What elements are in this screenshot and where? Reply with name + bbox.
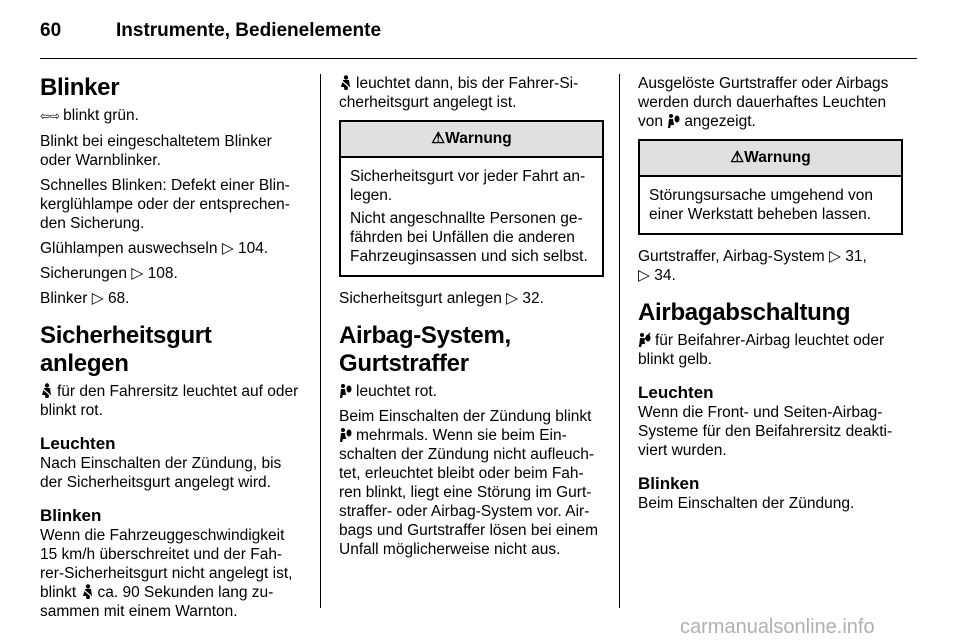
warning-title: Warnung bbox=[445, 130, 512, 147]
warning-header bbox=[341, 122, 602, 158]
paragraph: Wenn die Fahrzeuggeschwindigkeit 15 km/h überschreitet und der Fah-rer-Sicherheitsgurt nicht angelegt ist, blinkt ca. 90 Sekunden lang zu-sammen mit einem Warnton. bbox=[40, 527, 293, 620]
column-divider bbox=[619, 74, 620, 608]
warning-box bbox=[638, 139, 903, 235]
paragraph: Blinkt bei eingeschaltetem Blinker oder Warnblinker. bbox=[40, 133, 272, 169]
arrow-triangle-icon: ▷ bbox=[131, 265, 144, 282]
arrow-triangle-icon: ▷ bbox=[506, 290, 519, 307]
warning-box bbox=[339, 120, 604, 277]
paragraph: Beim Einschalten der Zündung. bbox=[638, 495, 855, 512]
column-3 bbox=[638, 74, 903, 519]
page-header bbox=[40, 20, 381, 44]
column-2 bbox=[339, 74, 604, 565]
subheading-leuchten: Leuchten bbox=[40, 434, 116, 453]
page-number: 60 bbox=[40, 20, 62, 41]
paragraph: Störungsursache umgehend von einer Werkstatt beheben lassen. bbox=[649, 187, 874, 223]
watermark-link[interactable]: carmanualsonline.info bbox=[680, 616, 875, 638]
arrow-triangle-icon: ▷ bbox=[91, 290, 104, 307]
seatbelt-reminder-icon bbox=[81, 584, 94, 599]
airbag-warning-icon bbox=[667, 113, 680, 128]
paragraph: für Beifahrer-Airbag leuchtet oder blinkt gelb. bbox=[638, 332, 885, 368]
subheading-blinken: Blinken bbox=[40, 506, 102, 525]
section-heading-airbagabschaltung: Airbagabschaltung bbox=[638, 299, 851, 326]
arrow-triangle-icon: ▷ bbox=[828, 248, 841, 265]
airbag-off-icon bbox=[638, 332, 651, 347]
section-heading-blinker: Blinker bbox=[40, 74, 120, 101]
cross-reference[interactable]: Glühlampen auswechseln ▷ 104. bbox=[40, 240, 269, 257]
arrow-triangle-icon: ▷ bbox=[638, 267, 650, 284]
arrow-triangle-icon: ▷ bbox=[221, 240, 234, 257]
section-heading-airbag: Airbag-System, Gurtstraffer bbox=[339, 322, 511, 377]
subheading-blinken: Blinken bbox=[638, 474, 700, 493]
warning-title: Warnung bbox=[744, 149, 811, 166]
page-title: Instrumente, Bedienelemente bbox=[116, 20, 382, 41]
warning-triangle-icon: ⚠ bbox=[730, 149, 745, 166]
section-heading-seatbelt: Sicherheitsgurt anlegen bbox=[40, 322, 212, 377]
paragraph: Nach Einschalten der Zündung, bis der Sicherheitsgurt angelegt wird. bbox=[40, 455, 282, 491]
paragraph: leuchtet rot. bbox=[339, 382, 604, 401]
paragraph: Ausgelöste Gurtstraffer oder Airbags werden durch dauerhaftes Leuchten von angezeigt. bbox=[638, 75, 889, 130]
cross-reference[interactable]: Gurtstraffer, Airbag-System ▷ 31, ▷ 34. bbox=[638, 248, 867, 284]
column-1 bbox=[40, 74, 305, 627]
paragraph: Wenn die Front- und Seiten-Airbag-Systeme für den Beifahrersitz deakti-viert wurden. bbox=[638, 404, 893, 459]
warning-header bbox=[640, 141, 901, 177]
header-divider bbox=[40, 58, 917, 59]
airbag-warning-icon bbox=[339, 383, 352, 398]
seatbelt-reminder-icon bbox=[40, 383, 53, 398]
paragraph: Schnelles Blinken: Defekt einer Blin-kerglühlampe oder der entsprechen-den Sicherung. bbox=[40, 177, 290, 232]
paragraph: Nicht angeschnallte Personen ge-fährden bei Unfällen die anderen Fahrzeuginsassen und sich selbst. bbox=[350, 210, 588, 265]
seatbelt-reminder-icon bbox=[339, 75, 352, 90]
turn-signal-arrows-icon: ⇦⇨ bbox=[40, 109, 61, 123]
airbag-warning-icon bbox=[339, 427, 352, 442]
warning-body bbox=[640, 177, 901, 233]
paragraph: für den Fahrersitz leuchtet auf oder blinkt rot. bbox=[40, 383, 299, 419]
subheading-leuchten: Leuchten bbox=[638, 383, 714, 402]
cross-reference[interactable]: Blinker ▷ 68. bbox=[40, 290, 130, 307]
cross-reference[interactable]: Sicherungen ▷ 108. bbox=[40, 265, 178, 282]
warning-triangle-icon: ⚠ bbox=[431, 130, 446, 147]
paragraph: Sicherheitsgurt vor jeder Fahrt an-legen. bbox=[350, 168, 586, 204]
cross-reference[interactable]: Sicherheitsgurt anlegen ▷ 32. bbox=[339, 290, 544, 307]
paragraph: Beim Einschalten der Zündung blinkt mehrmals. Wenn sie beim Ein-schalten der Zündung nicht aufleuch-tet, erleuchtet bleibt oder beim Fah-ren blinkt, liegt eine Störung im Gurt-straffer- oder Airbag-System vor. Air-bags und Gurtstraffer lösen bei einem Unfall möglicherweise nicht aus. bbox=[339, 408, 599, 558]
paragraph: leuchtet dann, bis der Fahrer-Si-cherheitsgurt angelegt ist. bbox=[339, 75, 579, 111]
column-divider bbox=[320, 74, 321, 608]
paragraph: ⇦⇨ blinkt grün. bbox=[40, 107, 139, 124]
warning-body bbox=[341, 158, 602, 275]
